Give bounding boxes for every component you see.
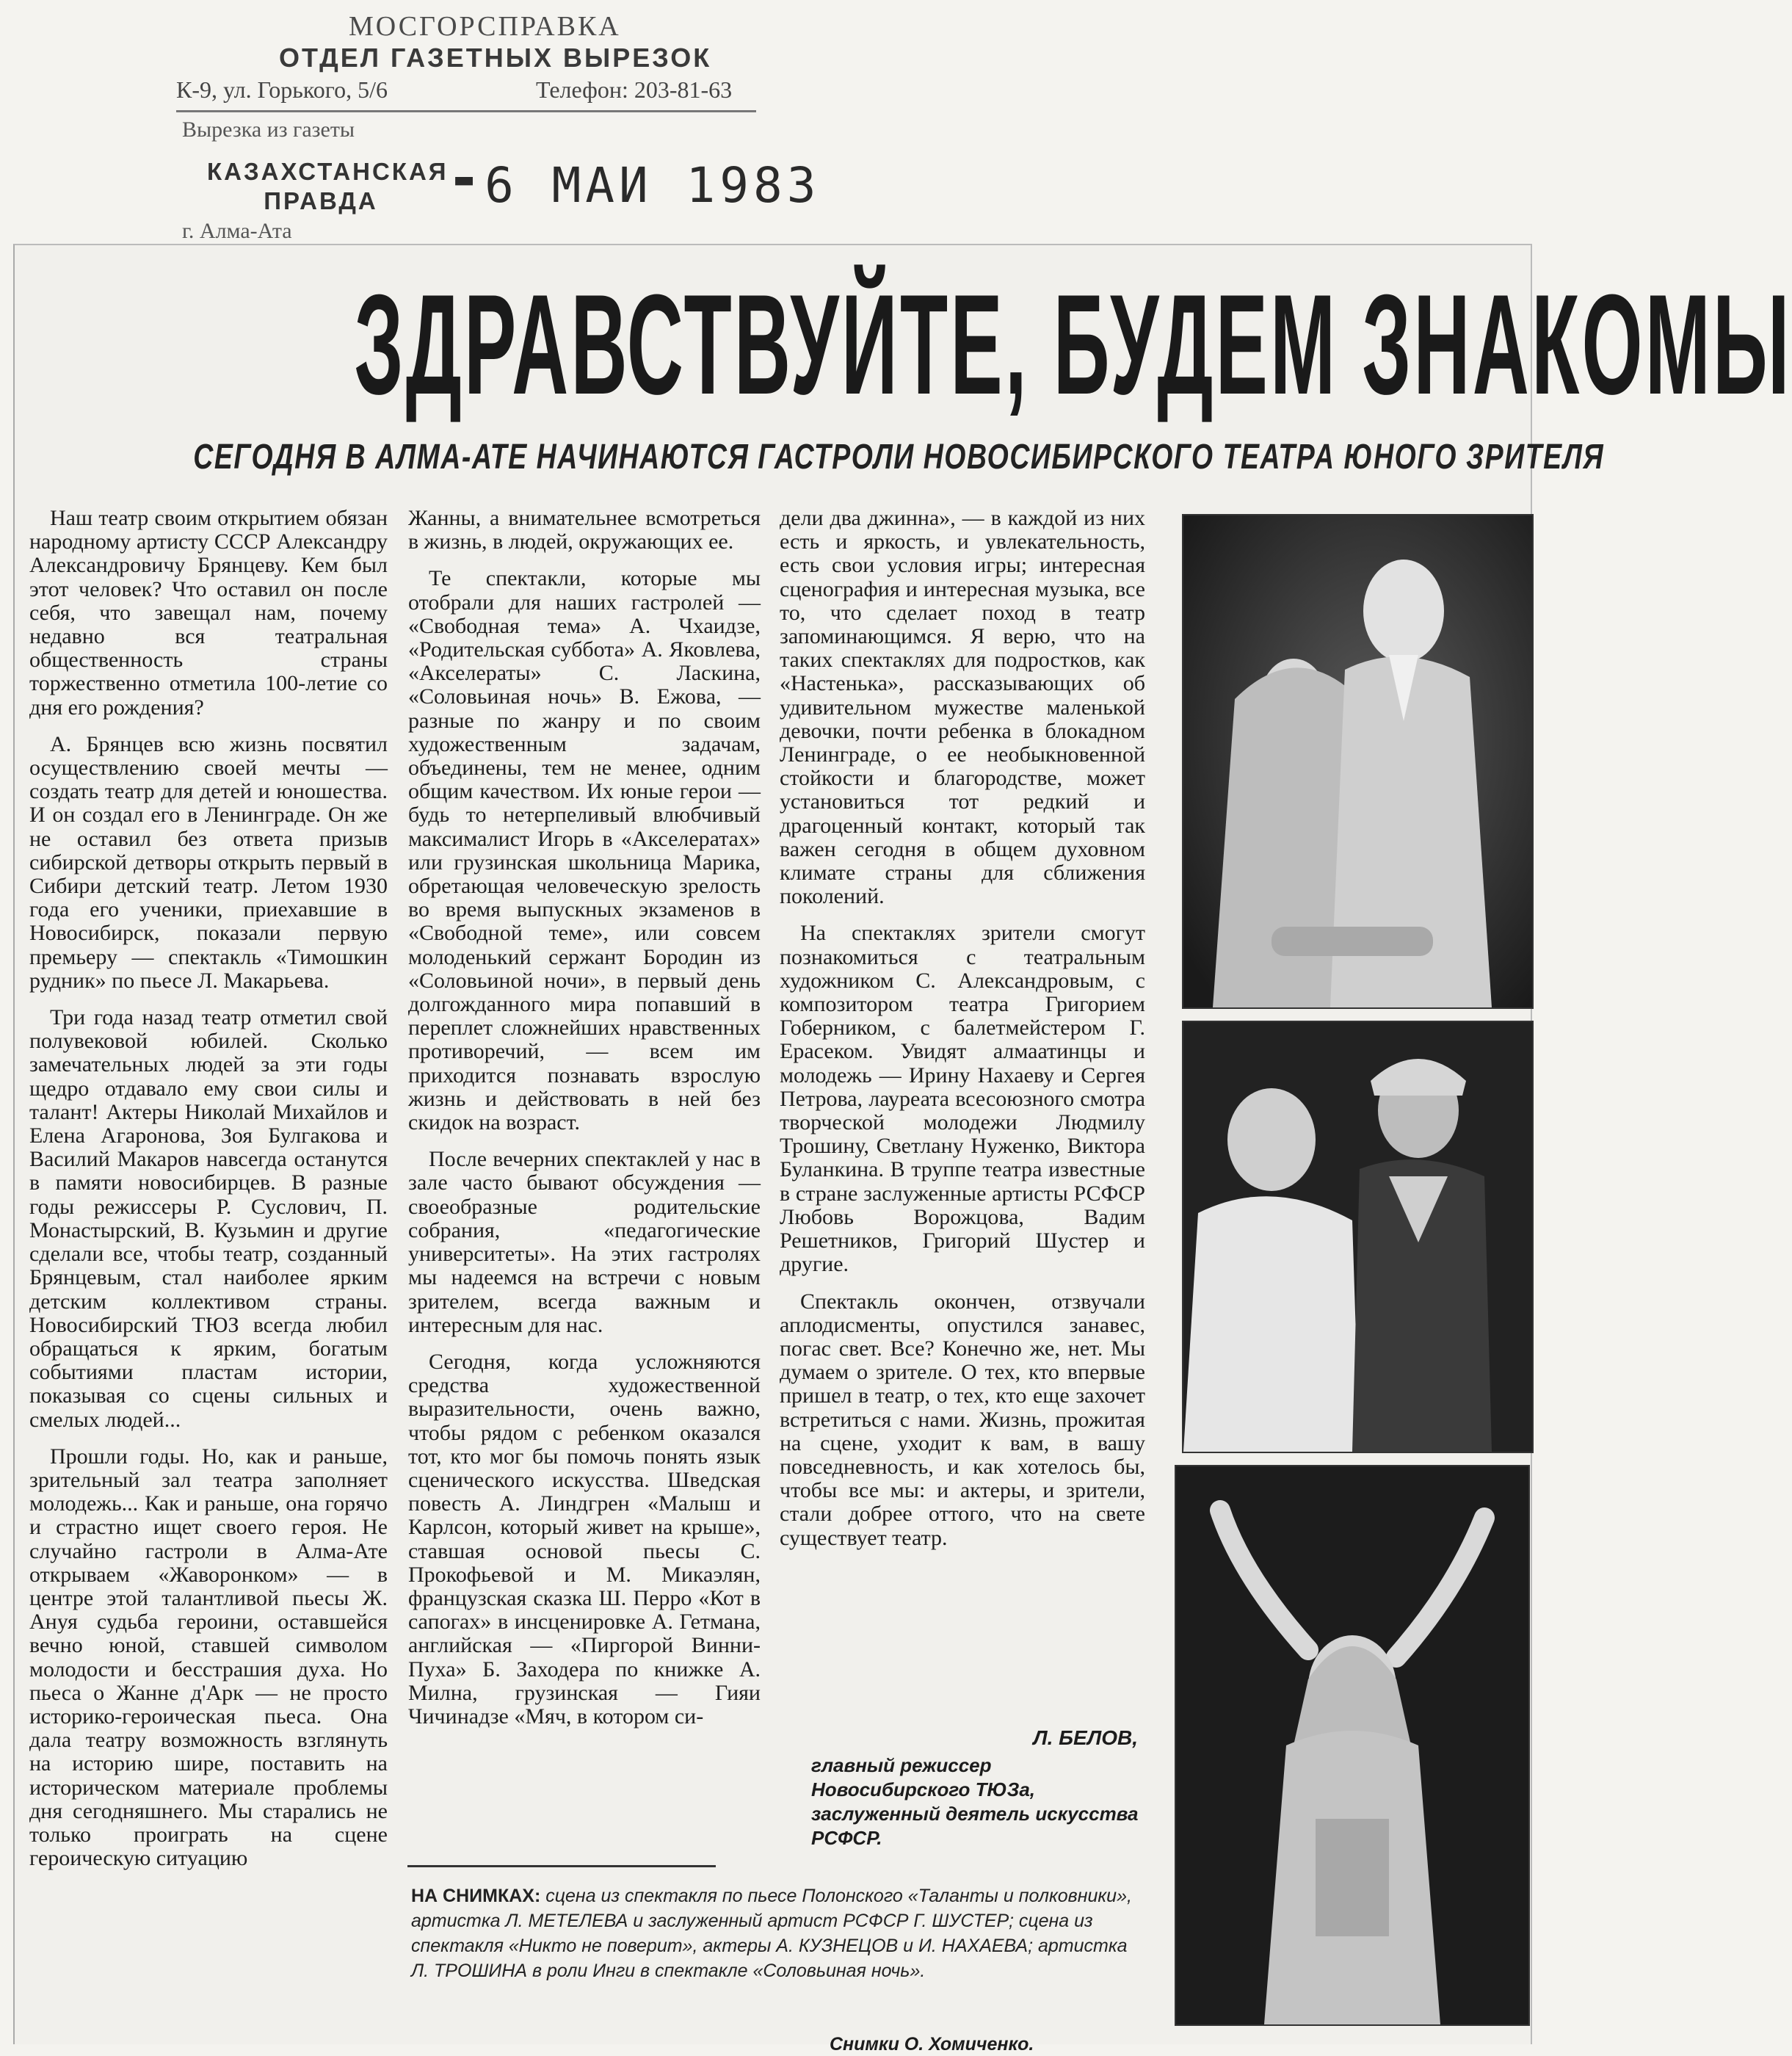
article-headline: ЗДРАВСТВУЙТЕ, БУДЕМ ЗНАКОМЫ [354,265,1792,424]
photo-scene-talents-and-colonels [1182,514,1534,1009]
date-stamp [455,157,820,214]
paragraph: дели два джинна», — в каждой из них есть и яркость, и увлекательность, есть свои условия игры; интересная сценография и интересная музыка, все то, что сделает поход в театр запоминающимся. Я верю, что на таких спектаклях для подростков, как «Настенька», рассказывающих об удивительном мужестве маленькой девочки, почти ребенка в блокадном Ленинграде, о ее необыкновенной стойкости и благородстве, может установиться тот редкий и драгоценный контакт, который так важен сегодня в общем духовном климате страны для сближения поколений. [780,506,1145,909]
photo-troshina-as-inga [1175,1465,1530,2026]
photo-caption [411,1883,1145,1983]
stamp-address: К-9, ул. Горького, 5/6 [176,76,388,103]
date-stamp-text: 6 МАИ 1983 [485,157,821,214]
photo-image [1183,515,1532,1007]
paragraph: Те спектакли, которые мы отобрали для наших гастролей — «Свободная тема» А. Чхаидзе, «Родительская суббота» А. Яковлева, «Акселераты» С. Ласкина, «Соловьиная ночь» В. Ежова, — разные по жанру и по своим художественным задачам, объединены, тем не менее, одним общим качеством. Их юные герои — будь то нетерпеливый влюбчивый максималист Игорь в «Акселератах» или грузинская школьница Марика, обретающая человеческую зрелость во время выпускных экзаменов в «Свободной теме», или совсем молоденький сержант Бородин из «Соловьиной ночи», в первый день долгожданного мира попавший в переплет сложнейших нравственных противоречий, — всем им приходится познавать взрослую жизнь и действовать в ней без скидок на возраст. [408,566,761,1135]
photo-image [1183,1022,1532,1452]
photo-scene-nobody-will-believe [1182,1021,1534,1453]
date-stamp-mark: ▬ [455,162,474,196]
caption-lead: НА СНИМКАХ: [411,1886,541,1906]
author-signature: Л. БЕЛОВ, [1033,1726,1138,1749]
author-title: главный режиссер Новосибирского ТЮЗа, заслуженный деятель искусства РСФСР. [811,1754,1139,1849]
stamp-phone: Телефон: 203-81-63 [536,76,733,103]
paragraph: Три года назад театр отметил свой полувековой юбилей. Сколько замечательных людей за эти годы щедро отдавало ему свои силы и талант! Актеры Николай Михайлов и Елена Агаронова, Зоя Булгакова и Василий Макаров навсегда останутся в памяти новосибирцев. В разные годы режиссеры Р. Суслович, П. Монастырский, В. Кузьмин и другие сделали все, чтобы театр, созданный Брянцевым, стал наиболее ярким детским коллективом страны. Новосибирский ТЮЗ всегда любил обращаться к ярким, богатым событиями пластам истории, показывая со сцены сильных и смелых людей... [29,1005,388,1432]
paragraph: Прошли годы. Но, как и раньше, зрительный зал театра заполняет молодежь... Как и раньше, она горячо и страстно ищет своего героя. Не случайно гастроли в Алма-Ате открываем «Жаворонком» — в центре этой талантливой пьесы Ж. Ануя судьба героини, оставшейся вечно юной, ставшей символом молодости и бесстрашия духа. Но пьеса о Жанне д'Арк — не просто историко-героическая пьеса. Она дала театру возможность взглянуть на историю шире, поставить на историческом материале проблемы дня сегодняшнего. Мы старались не только проиграть на сцене героическую ситуацию [29,1444,388,1871]
photo-credit: Снимки О. Хомиченко. [830,2034,1034,2055]
stamp-rule [176,110,756,112]
caption-rule [407,1865,716,1867]
paragraph: После вечерних спектаклей у нас в зале часто бывают обсуждения — своеобразные родительские собрания, «педагогические университеты». На этих гастролях мы надеемся на встречи с новым зрителем, всегда важным и интересным для нас. [408,1147,761,1337]
stamp-department: ОТДЕЛ ГАЗЕТНЫХ ВЫРЕЗОК [279,43,712,73]
paragraph: А. Брянцев всю жизнь посвятил осуществлению своей мечты — создать театр для детей и юношества. И он создал его в Ленинграде. Он же не оставил без ответа призыв сибирской детворы открыть первый в Сибири детский театр. Летом 1930 года его ученики, приехавшие в Новосибирск, показали первую премьеру — спектакль «Тимошкин рудник» по пьесе Л. Макарьева. [29,731,388,993]
newspaper-name-line2: ПРАВДА [264,187,378,214]
paragraph: Спектакль окончен, отзвучали аплодисменты, опустился занавес, погас свет. Все? Конечно же, нет. Мы думаем о зрителе. О тех, кто впервые пришел в театр, о тех, кто еще захочет встретиться с нами. Жизнь, прожитая на сцене, уходит к вам, в вашу повседневность, и как хотелось бы, чтобы все мы: и актеры, и зрители, стали добрее оттого, что на свете существует театр. [780,1289,1145,1550]
stamp-org: МОСГОРСПРАВКА [349,11,621,42]
paragraph: Жанны, а внимательнее всмотреться в жизнь, в людей, окружающих ее. [408,506,761,554]
caption-text: сцена из спектакля по пьесе Полонского «Таланты и полковники», артистка Л. МЕТЕЛЕВА и заслуженный артист РСФСР Г. ШУСТЕР; сцена из спектакля «Никто не поверит», актеры А. КУЗНЕЦОВ и И. НАХАЕВА; артистка Л. ТРОШИНА в роли Инги в спектакле «Соловьиная ночь». [411,1886,1132,1981]
cut-from-label: Вырезка из газеты [182,117,355,142]
paragraph: Сегодня, когда усложняются средства художественной выразительности, очень важно, чтобы рядом с ребенком оказался тот, кто мог бы помочь понять язык сценического искусства. Шведская повесть А. Линдгрен «Малыш и Карлсон, который живет на крыше», ставшая основой пьесы С. Прокофьевой и М. Микаэлян, французская сказка Ш. Перро «Кот в сапогах» в инсценировке А. Гетмана, английская — «Пиргорой Винни-Пуха» Б. Заходера по книжке А. Милна, грузинская — Гияи Чичинадзе «Мяч, в котором си- [408,1349,761,1729]
paragraph: На спектаклях зрители смогут познакомиться с театральным художником С. Александровым, с композитором театра Григорием Гоберником, с балетмейстером Г. Ерасеком. Увидят алмаатинцы и молодежь — Ирину Нахаеву и Сергея Петрова, лауреата всесоюзного смотра творческой молодежи Людмилу Трошину, Светлану Нуженко, Виктора Буланкина. В труппе театра известные в стране заслуженные артисты РСФСР Любовь Ворожцова, Вадим Решетников, Григорий Шустер и другие. [780,921,1145,1277]
photo-image [1176,1466,1528,2024]
newspaper-city: г. Алма-Ата [182,219,292,243]
paragraph: Наш театр своим открытием обязан народному артисту СССР Александру Александровичу Брянцеву. Кем был этот человек? Что оставил он после себя, что завещал нам, почему недавно вся театральная общественность страны торжественно отметила 100-летие со дня его рождения? [29,506,388,720]
article-column-3 [780,507,1145,1550]
article-column-1 [29,507,388,1870]
newspaper-name-line1: КАЗАХСТАНСКАЯ [207,158,449,185]
article-subheadline: СЕГОДНЯ В АЛМА-АТЕ НАЧИНАЮТСЯ ГАСТРОЛИ НОВОСИБИРСКОГО ТЕАТРА ЮНОГО ЗРИТЕЛЯ [193,438,1605,477]
newspaper-name [207,157,449,216]
article-column-2 [408,507,761,1729]
